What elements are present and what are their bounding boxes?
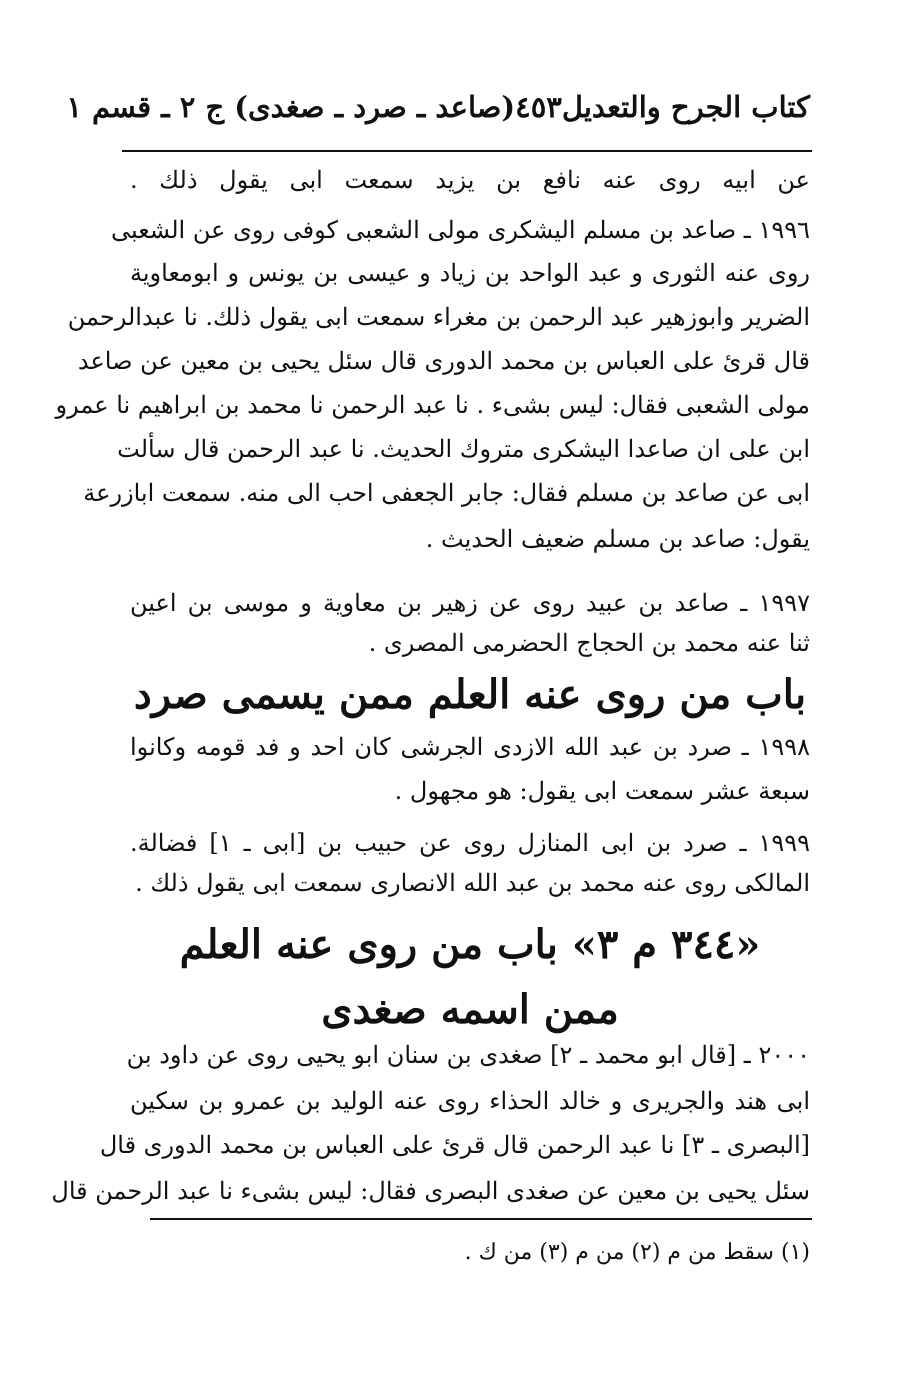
text-line: سئل يحيى بن معين عن صغدى البصرى فقال: ليس بشىء نا عبد الرحمن قال bbox=[51, 1177, 810, 1205]
section-heading-sard: باب من روى عنه العلم ممن يسمى صرد bbox=[133, 671, 807, 718]
text-line: سبعة عشر سمعت ابى يقول: هو مجهول . bbox=[394, 777, 810, 805]
page-number: ٤٥٣ bbox=[515, 90, 562, 124]
book-title: كتاب الجرح والتعديل bbox=[561, 90, 810, 124]
text-line: عن ابيه روى عنه نافع بن يزيد سمعت ابى يقول ذلك . bbox=[130, 166, 810, 194]
section-heading-sughdi-subtitle: ممن اسمه صغدى bbox=[321, 986, 619, 1033]
section-heading-sughdi: «٣٤٤ م ٣» باب من روى عنه العلم bbox=[179, 921, 761, 968]
footnote: (١) سقط من م (٢) من م (٣) من ك . bbox=[464, 1240, 810, 1265]
page-header bbox=[66, 82, 810, 132]
text-line: ثنا عنه محمد بن الحجاج الحضرمى المصرى . bbox=[368, 629, 810, 657]
footnote-divider bbox=[150, 1218, 812, 1220]
entry-1999-line: ١٩٩٩ ـ صرد بن ابى المنازل روى عن حبيب بن [ابى ـ ١] فضالة. bbox=[130, 829, 811, 857]
entry-1996-line: ١٩٩٦ ـ صاعد بن مسلم اليشكرى مولى الشعبى كوفى روى عن الشعبى bbox=[110, 216, 810, 244]
text-line: ابى عن صاعد بن مسلم فقال: جابر الجعفى احب الى منه. سمعت ابازرعة bbox=[83, 479, 810, 507]
section-info: (صاعد ـ صرد ـ صغدى) ج ٢ ـ قسم ١ bbox=[66, 90, 516, 124]
entry-1998-line: ١٩٩٨ ـ صرد بن عبد الله الازدى الجرشى كان احد و فد قومه وكانوا bbox=[130, 733, 810, 761]
text-line: مولى الشعبى فقال: ليس بشىء . نا عبد الرحمن نا محمد بن ابراهيم نا عمرو bbox=[55, 391, 810, 419]
text-line: المالكى روى عنه محمد بن عبد الله الانصارى سمعت ابى يقول ذلك . bbox=[135, 869, 810, 897]
text-line: روى عنه الثورى و عبد الواحد بن زياد و عيسى بن يونس و ابومعاوية bbox=[130, 259, 810, 287]
text-line: ابن على ان صاعدا اليشكرى متروك الحديث. نا عبد الرحمن قال سألت bbox=[117, 435, 810, 463]
entry-1997-line: ١٩٩٧ ـ صاعد بن عبيد روى عن زهير بن معاوية و موسى بن اعين bbox=[130, 589, 810, 617]
entry-2000-line: ٢٠٠٠ ـ [قال ابو محمد ـ ٢] صغدى بن سنان ابو يحيى روى عن داود بن bbox=[126, 1041, 810, 1069]
text-line: يقول: صاعد بن مسلم ضعيف الحديث . bbox=[425, 525, 810, 553]
text-line: الضرير وابوزهير عبد الرحمن بن مغراء سمعت ابى يقول ذلك. نا عبدالرحمن bbox=[67, 303, 810, 331]
text-line: [البصرى ـ ٣] نا عبد الرحمن قال قرئ على العباس بن محمد الدورى قال bbox=[99, 1131, 810, 1159]
text-line: قال قرئ على العباس بن محمد الدورى قال سئل يحيى بن معين عن صاعد bbox=[77, 347, 810, 375]
header-divider bbox=[122, 150, 812, 152]
text-line: ابى هند والجريرى و خالد الحذاء روى عنه الوليد بن عمرو بن سكين bbox=[130, 1087, 810, 1115]
